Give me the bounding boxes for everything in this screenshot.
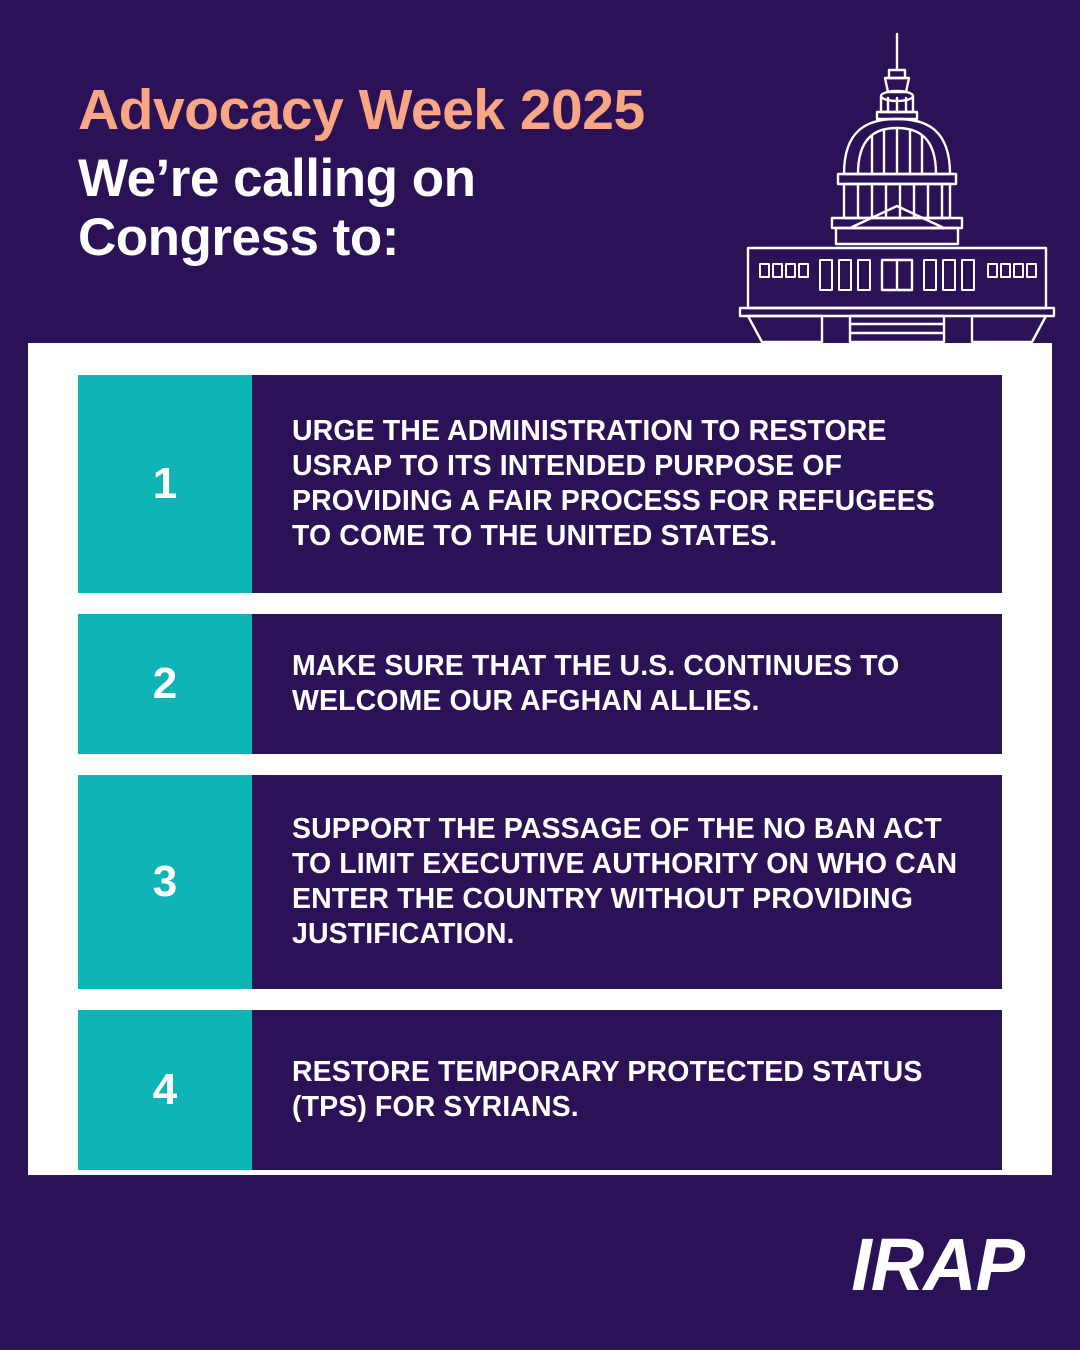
irap-logo: IRAP [851, 1223, 1024, 1306]
page-title-line-1: We’re calling on [78, 149, 476, 208]
poster-header [0, 0, 1080, 340]
ask-text: SUPPORT THE PASSAGE OF THE NO BAN ACT TO LIMIT EXECUTIVE AUTHORITY ON WHO CAN ENTER THE COUNTRY WITHOUT PROVIDING JUSTIFICATION. [292, 813, 958, 950]
list-item [78, 1010, 1002, 1170]
page-title [78, 149, 718, 268]
ask-number: 2 [78, 614, 252, 754]
ask-number: 3 [78, 775, 252, 989]
ask-number: 4 [78, 1010, 252, 1170]
title-block [78, 78, 718, 268]
ask-text: MAKE SURE THAT THE U.S. CONTINUES TO WELCOME OUR AFGHAN ALLIES. [292, 650, 900, 717]
ask-text: RESTORE TEMPORARY PROTECTED STATUS (TPS) FOR SYRIANS. [292, 1056, 923, 1123]
ask-text: URGE THE ADMINISTRATION TO RESTORE USRAP TO ITS INTENDED PURPOSE OF PROVIDING A FAIR PROCESS FOR REFUGEES TO COME TO THE UNITED STATES. [292, 415, 935, 552]
page-title-line-2: Congress to: [78, 208, 399, 268]
list-item [78, 614, 1002, 754]
asks-list [78, 375, 1002, 1170]
list-item [78, 775, 1002, 989]
list-item [78, 375, 1002, 593]
ask-number: 1 [78, 375, 252, 593]
campaign-title: Advocacy Week 2025 [78, 78, 645, 142]
us-capitol-icon [732, 24, 1062, 344]
asks-card [28, 343, 1052, 1175]
